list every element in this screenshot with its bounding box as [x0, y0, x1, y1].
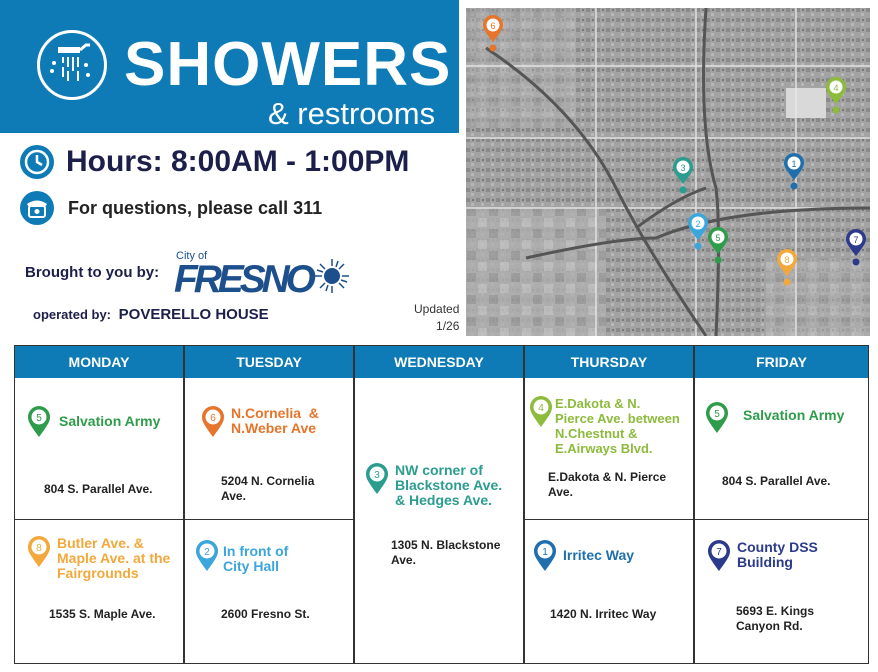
page-title: SHOWERS [124, 30, 452, 99]
location-address: 804 S. Parallel Ave. [722, 474, 831, 488]
location-name-line: E.Dakota & N. [555, 396, 641, 411]
svg-text:8: 8 [36, 543, 42, 554]
svg-text:5: 5 [36, 413, 42, 424]
map-pin-4-icon [529, 396, 553, 428]
day-header-tuesday: TUESDAY [185, 346, 353, 378]
location-address [221, 474, 314, 504]
map-pin-5-icon [705, 402, 729, 434]
weekly-schedule [14, 345, 869, 665]
map-marker-label: 5 [715, 233, 721, 243]
thursday-slot-1 [525, 378, 693, 519]
column-friday [694, 345, 869, 664]
address-line: E.Dakota & N. Pierce [548, 470, 667, 484]
column-tuesday [184, 345, 354, 664]
day-header-wednesday: WEDNESDAY [355, 346, 523, 378]
column-wednesday [354, 345, 524, 664]
thursday-slot-2 [525, 519, 693, 665]
day-header-thursday: THURSDAY [525, 346, 693, 378]
location-name-line: Building [737, 554, 793, 570]
map-pin-6-icon [201, 406, 225, 438]
location-name-line: Fairgrounds [57, 565, 139, 581]
wednesday-slot-1 [355, 378, 523, 665]
location-address: 2600 Fresno St. [221, 607, 310, 621]
location-dakota-pierce [529, 396, 680, 456]
address-line: 5693 E. Kings [736, 604, 815, 618]
address-line: Ave. [391, 553, 416, 567]
city-of-label: City of [176, 250, 208, 262]
map-marker-label: 1 [791, 159, 797, 169]
location-name-line: Pierce Ave. between [555, 411, 680, 426]
city-name-label: FRESNO [174, 258, 316, 296]
location-cornelia-weber [201, 406, 319, 438]
day-header-friday: FRIDAY [695, 346, 868, 378]
address-line: Ave. [221, 489, 246, 503]
location-irritec-way [533, 540, 634, 572]
address-line: Ave. [548, 485, 573, 499]
day-header-monday: MONDAY [15, 346, 183, 378]
location-fairgrounds [27, 536, 170, 581]
location-name-line: N.Chestnut & [555, 426, 638, 441]
page-subtitle: & restrooms [268, 96, 436, 131]
svg-text:7: 7 [716, 547, 722, 558]
brought-by-label: Brought to you by: [25, 264, 160, 281]
map-pin-2-icon [195, 540, 219, 572]
column-monday [14, 345, 184, 664]
map-marker-label: 3 [680, 163, 686, 173]
location-name: Salvation Army [59, 413, 161, 429]
location-name-line: & Hedges Ave. [395, 492, 492, 508]
svg-text:6: 6 [210, 413, 216, 424]
svg-text:3: 3 [374, 470, 380, 481]
monday-slot-2 [15, 519, 183, 665]
location-map [466, 8, 870, 336]
svg-text:1: 1 [542, 547, 548, 558]
location-name-line: Blackstone Ave. [395, 477, 503, 493]
map-marker-label: 4 [833, 83, 839, 93]
hours-row [20, 142, 409, 182]
header-banner [0, 0, 459, 133]
updated-note [414, 301, 459, 335]
hours-text: Hours: 8:00AM - 1:00PM [66, 145, 410, 178]
operated-by [33, 306, 269, 323]
map-pin-5-icon [27, 406, 51, 438]
contact-text: For questions, please call 311 [68, 197, 323, 218]
tuesday-slot-1 [185, 378, 353, 519]
operated-label: operated by: [33, 307, 112, 322]
location-name-line: City Hall [223, 558, 280, 574]
location-salvation-army [705, 402, 844, 434]
city-of-fresno-logo [174, 248, 354, 301]
location-address: 1420 N. Irritec Way [550, 607, 657, 621]
location-county-dss [707, 540, 818, 572]
monday-slot-1 [15, 378, 183, 519]
location-address [548, 470, 666, 500]
svg-text:4: 4 [538, 403, 544, 414]
location-name-line: N.Weber Ave [231, 420, 317, 436]
friday-slot-2 [695, 519, 868, 665]
location-name-line: County DSS [737, 539, 818, 555]
location-name: Salvation Army [743, 407, 845, 423]
map-pin-1-icon [533, 540, 557, 572]
location-name-line: Maple Ave. at the [57, 550, 171, 566]
map-marker-label: 6 [490, 21, 496, 31]
map-pin-8-icon [27, 536, 51, 568]
location-name-line: N.Cornelia & [231, 405, 319, 421]
location-address [736, 604, 814, 634]
location-blackstone-hedges [365, 463, 502, 508]
location-name-line: NW corner of [395, 462, 483, 478]
location-city-hall [195, 540, 288, 574]
friday-slot-1 [695, 378, 868, 519]
location-salvation-army [27, 406, 160, 438]
column-thursday [524, 345, 694, 664]
contact-row [20, 193, 322, 223]
location-address: 1535 S. Maple Ave. [49, 607, 156, 621]
map-pin-3-icon [365, 463, 389, 495]
address-line: 5204 N. Cornelia [221, 474, 315, 488]
location-name-line: In front of [223, 543, 289, 559]
tuesday-slot-2 [185, 519, 353, 665]
map-marker-label: 7 [853, 235, 859, 245]
map-marker-label: 8 [784, 255, 790, 265]
location-name-line: Butler Ave. & [57, 535, 144, 551]
phone-icon [20, 191, 54, 225]
operator-name: POVERELLO HOUSE [118, 306, 269, 323]
updated-date: 1/26 [436, 319, 460, 333]
svg-text:2: 2 [204, 547, 210, 558]
address-line: Canyon Rd. [736, 619, 803, 633]
location-name: Irritec Way [563, 547, 635, 563]
clock-icon [20, 145, 54, 179]
location-address: 804 S. Parallel Ave. [44, 482, 153, 496]
svg-text:5: 5 [714, 409, 720, 420]
updated-label: Updated [414, 302, 460, 316]
location-address [391, 538, 500, 568]
address-line: 1305 N. Blackstone [391, 538, 501, 552]
sun-icon [315, 259, 349, 293]
shower-logo-icon [37, 30, 107, 100]
map-pin-7-icon [707, 540, 731, 572]
location-name-line: E.Airways Blvd. [555, 441, 653, 456]
map-marker-label: 2 [695, 219, 701, 229]
